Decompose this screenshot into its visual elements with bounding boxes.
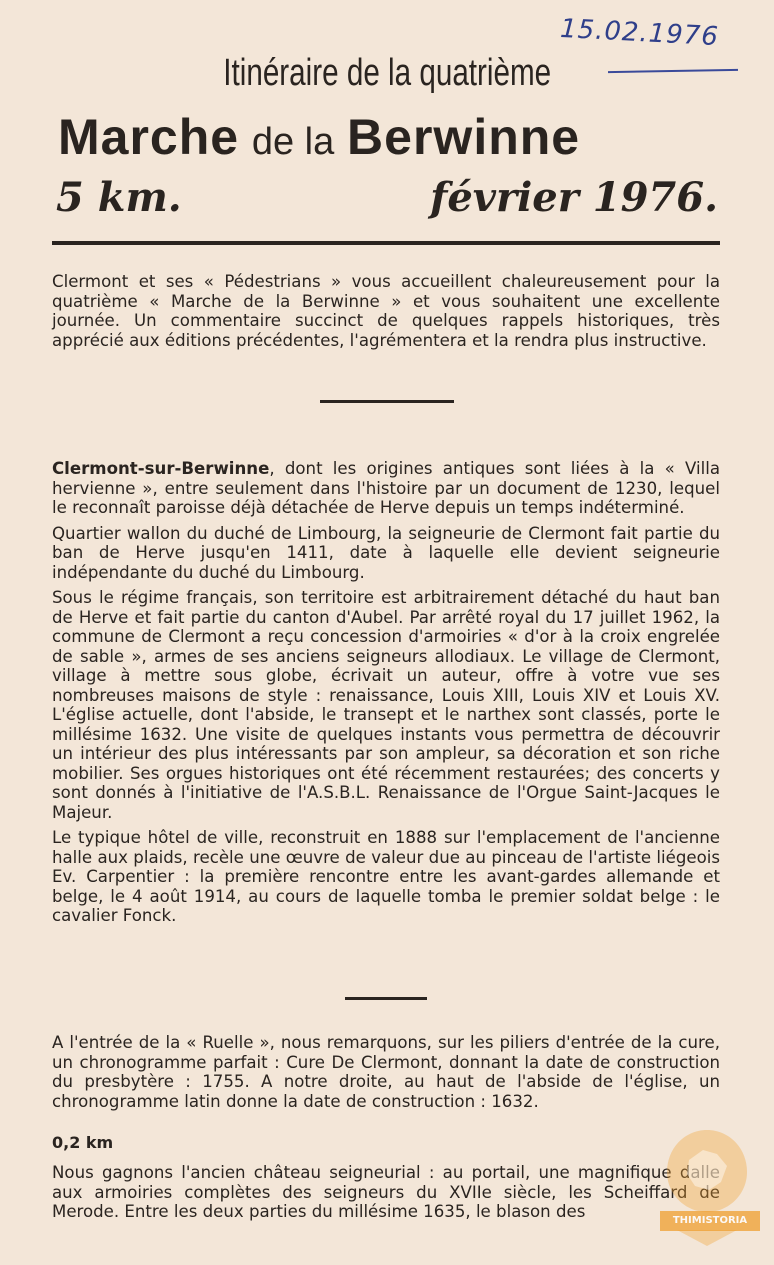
history-paragraph-4: Le typique hôtel de ville, reconstruit en 1888 sur l'emplacement de l'ancienne halle aux plaids, recèle une œuvre de valeur due au pinceau de l'artiste liégeois Ev. Carpentier : la première rencontre entre les avant-gardes allemande et belge, le 4 août 1914, au cours de laquelle tomba le premier soldat belge : le cavalier Fonck. [52,828,720,925]
castle-section [52,1163,720,1228]
divider-2 [345,997,427,1000]
title-line-1: Itinéraire de la quatrième [223,52,552,94]
history-paragraph-1 [52,459,720,518]
month-year: février 1976. [430,174,718,221]
title-word-berwinne: Berwinne [347,109,581,165]
title-word-de-la: de la [251,121,335,163]
history-paragraph-3: Sous le régime français, son territoire est arbitrairement détaché du haut ban de Herve et fait partie du canton d'Aubel. Par arrêté royal du 17 juillet 1962, la commune de Clermont a reçu concession d'armoiries « d'or à la croix engrelée de sable », armes de ses anciens seigneurs allodiaux. Le village de Clermont, village à mettre sous globe, écrivait un auteur, offre à votre vue ses nombreuses maisons de style : renaissance, Louis XIII, Louis XIV et Louis XV. L'église actuelle, dont l'abside, le transept et le narthex sont classés, porte le millésime 1632. Une visite de quelques instants vous permettra de découvrir un intérieur des plus intéressants par son ampleur, sa décoration et son riche mobilier. Ses orgues historiques ont été récemment restaurées; des concerts y sont donnés à l'initiative de l'A.S.B.L. Renaissance de l'Orgue Saint-Jacques le Majeur. [52,588,720,822]
lead-term: Clermont-sur-Berwinne [52,459,270,478]
history-section [52,459,720,932]
castle-paragraph: Nous gagnons l'ancien château seigneurial : au portail, une magnifique dalle aux armoiries complètes des seigneurs du XVIIe siècle, les Scheiffard de Merode. Entre les deux parties du millésime 1635, le blason des [52,1163,720,1221]
intro-paragraph: Clermont et ses « Pédestrians » vous accueillent chaleureusement pour la quatrième « Marche de la Berwinne » et vous souhaitent une excellente journée. Un commentaire succinct de quelques rappels historiques, très apprécié aux éditions précédentes, l'agrémentera et la rendra plus instructive. [52,272,720,350]
handwritten-date: 15.02.1976 [559,13,720,53]
divider-1 [320,400,454,403]
distance: 5 km. [56,174,182,221]
title-line-2 [58,108,718,166]
header-rule [52,241,720,245]
ruelle-paragraph: A l'entrée de la « Ruelle », nous remarquons, sur les piliers d'entrée de la cure, un chronogramme parfait : Cure De Clermont, donnant la date de construction du presbytère : 1755. A notre droite, au haut de l'abside de l'église, un chronogramme latin donne la date de construction : 1632. [52,1033,720,1111]
title-word-marche: Marche [58,109,240,165]
watermark-label: THIMISTORIA [660,1211,760,1231]
intro-section [52,272,720,356]
km-marker: 0,2 km [52,1133,114,1152]
history-paragraph-2: Quartier wallon du duché de Limbourg, la seigneurie de Clermont fait partie du ban de Herve jusqu'en 1411, date à laquelle elle devient seigneurie indépendante du duché du Limbourg. [52,523,720,582]
history-paragraph-1-text: , dont les origines antiques sont liées à la « Villa hervienne », entre seulement dans l'histoire par un document de 1230, lequel le reconnaît paroisse déjà détachée de Herve depuis un temps indéterminé. [52,459,720,517]
ruelle-section [52,1033,720,1117]
